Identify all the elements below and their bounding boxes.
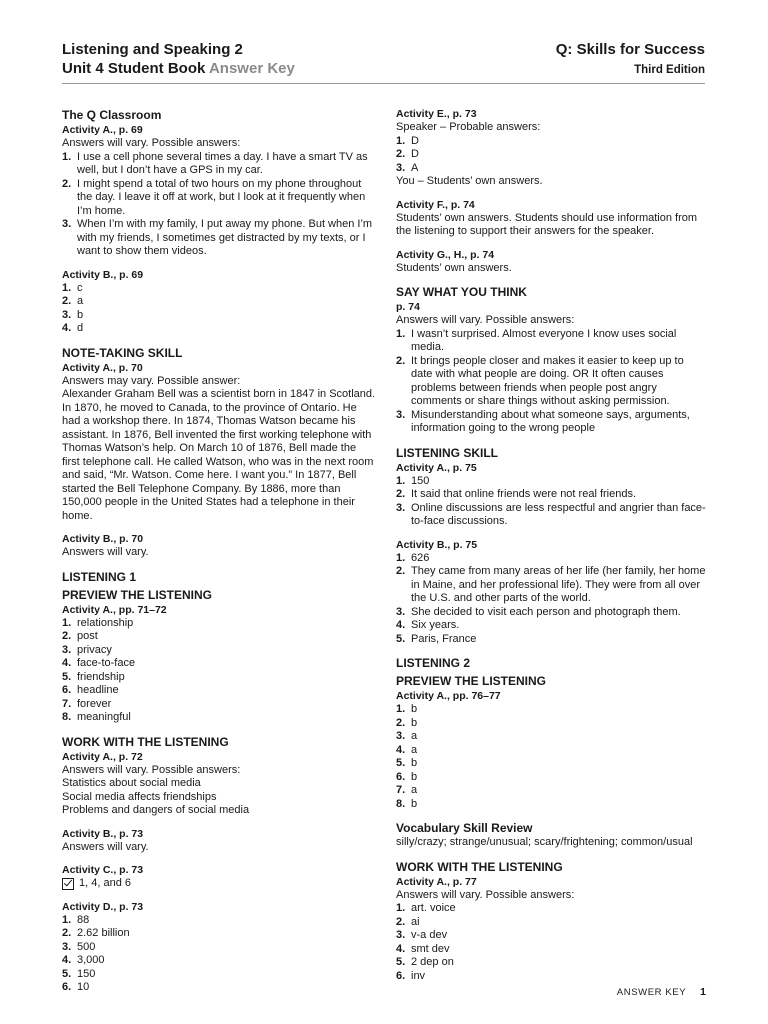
answer-block — [62, 361, 376, 524]
section — [396, 673, 706, 811]
answer-block — [62, 532, 376, 560]
answer-block — [396, 538, 706, 647]
answer-block — [396, 198, 706, 239]
answer-line: Social media affects friendships — [62, 790, 217, 803]
item-number: 3. — [62, 218, 72, 230]
answer-item — [62, 295, 376, 309]
item-text: 88 — [77, 913, 90, 926]
item-text: 500 — [77, 940, 96, 953]
item-text: art. voice — [411, 902, 456, 914]
page-footer — [540, 986, 706, 998]
activity-heading: Activity E., p. 73 — [396, 108, 477, 120]
item-text: Paris, France — [411, 632, 477, 645]
item-text: b — [77, 308, 84, 321]
answer-list — [396, 328, 706, 436]
section-heading: SAY WHAT YOU THINK — [396, 285, 527, 299]
answer-item — [62, 151, 376, 178]
item-text: relationship — [77, 616, 134, 629]
item-text: D — [411, 148, 419, 160]
answer-item — [396, 916, 706, 930]
answer-item — [62, 218, 376, 259]
answer-item — [396, 943, 706, 957]
item-text: 150 — [411, 474, 430, 487]
left-column — [62, 107, 376, 1004]
answer-item — [396, 717, 706, 731]
item-number: 2. — [396, 354, 406, 367]
item-text: d — [77, 322, 84, 334]
item-number: 2. — [62, 630, 72, 642]
item-number: 6. — [396, 969, 406, 982]
item-number: 2. — [396, 716, 406, 729]
answer-list — [62, 617, 376, 725]
activity-heading: Activity B., p. 69 — [62, 268, 144, 281]
item-text: 626 — [411, 551, 430, 564]
section — [396, 284, 706, 436]
item-number: 5. — [396, 757, 406, 769]
answer-item — [396, 565, 706, 606]
answer-item — [396, 355, 706, 409]
answer-block — [62, 603, 376, 725]
answer-line: Students’ own answers. — [396, 261, 512, 274]
answer-item — [62, 671, 376, 685]
answer-item — [62, 914, 376, 928]
item-text: She decided to visit each person and photograph them. — [411, 605, 681, 618]
item-text: forever — [77, 697, 112, 710]
item-number: 1. — [396, 474, 406, 487]
item-number: 7. — [62, 697, 72, 710]
item-text: When I’m with my family, I put away my phone. But when I’m with my friends, I sometimes get distracted by my texts, or I want to show them videos. — [77, 218, 373, 257]
answer-block — [396, 689, 706, 811]
book-label: Student Book — [107, 60, 206, 77]
item-number: 4. — [62, 657, 72, 669]
section-heading: LISTENING SKILL — [396, 445, 498, 460]
answer-item — [62, 684, 376, 698]
activity-heading: Activity C., p. 73 — [62, 864, 144, 876]
answer-line: Answers will vary. Possible answers: — [62, 763, 241, 776]
item-text: 3,000 — [77, 954, 105, 966]
activity-heading: Activity A., p. 72 — [62, 750, 143, 763]
item-text: It brings people closer and makes it easier to keep up to date with what people are doing. OR It often causes problems between friends when people post angry comments or share things without asking permission. — [411, 354, 684, 407]
item-number: 3. — [62, 308, 72, 321]
item-number: 1. — [396, 134, 406, 147]
item-number: 6. — [396, 770, 406, 783]
item-number: 2. — [62, 927, 72, 939]
section-heading: LISTENING 1 — [62, 569, 137, 584]
answer-item — [396, 552, 706, 566]
section-heading: WORK WITH THE LISTENING — [396, 859, 563, 874]
item-number: 8. — [62, 711, 72, 723]
answer-item — [62, 617, 376, 631]
answer-item — [396, 902, 706, 916]
item-number: 2. — [396, 915, 406, 928]
answer-item — [396, 970, 706, 984]
item-number: 5. — [396, 956, 406, 968]
answer-block — [396, 875, 706, 984]
answer-block — [62, 123, 376, 259]
item-text: A — [411, 161, 419, 174]
answer-item — [396, 328, 706, 355]
item-text: headline — [77, 684, 119, 696]
answer-list — [396, 552, 706, 647]
item-text: I wasn’t surprised. Almost everyone I know uses social media. — [411, 327, 677, 353]
answer-item — [396, 757, 706, 771]
answer-block — [396, 107, 706, 189]
item-text: Six years. — [411, 619, 460, 631]
answer-block — [62, 750, 376, 818]
item-text: b — [411, 703, 418, 715]
item-number: 2. — [62, 177, 72, 190]
item-text: ai — [411, 915, 420, 928]
item-text: 2.62 billion — [77, 927, 130, 939]
section-heading: NOTE-TAKING SKILL — [62, 345, 183, 360]
item-number: 5. — [62, 967, 72, 980]
answer-item — [396, 409, 706, 436]
item-number: 1. — [396, 551, 406, 564]
item-number: 5. — [62, 670, 72, 683]
answer-item — [396, 162, 706, 176]
answer-line: Answers will vary. — [62, 840, 149, 853]
answer-item — [396, 148, 706, 162]
right-column — [396, 107, 706, 992]
item-text: I use a cell phone several times a day. I have a smart TV as well, but I don’t have a GPS in my car. — [77, 150, 368, 176]
item-number: 6. — [62, 684, 72, 696]
answer-line: Problems and dangers of social media — [62, 804, 250, 816]
answer-paragraph: Alexander Graham Bell was a scientist born in 1847 in Scotland. In 1870, he moved to Canada, to the province of Ontario. He had a workshop there. In 1874, Thomas Watson became his assistant. In 1876, Bell invented the first working telephone with Thomas Watson’s help. On March 10 of 1876, Bell made the first telephone call. He called Watson, who was in the next room and said, “Mr. Watson. Come here. I want you.” In 1877, Bell started the Bell Telephone Company. By 1886, more than 150,000 people in the United States had a telephone in their home. — [62, 388, 376, 522]
item-text: I might spend a total of two hours on my phone throughout the day. I leave it off at work, but I look at it frequently when I’m home. — [77, 177, 366, 217]
activity-heading: Activity B., p. 73 — [62, 827, 144, 840]
item-text: inv — [411, 969, 426, 982]
checkmark-answer-text: 1, 4, and 6 — [79, 877, 131, 889]
answer-item — [396, 956, 706, 970]
answer-line: Answers will vary. Possible answers: — [396, 314, 575, 326]
item-text: 2 dep on — [411, 956, 454, 968]
section-heading: PREVIEW THE LISTENING — [396, 674, 547, 688]
answer-list — [396, 902, 706, 983]
item-number: 1. — [62, 616, 72, 629]
answer-item — [396, 703, 706, 717]
item-number: 3. — [62, 643, 72, 656]
answer-line: Answers may vary. Possible answer: — [62, 374, 241, 387]
item-text: b — [411, 757, 418, 769]
activity-heading: Activity B., p. 75 — [396, 538, 478, 551]
item-text: smt dev — [411, 942, 450, 955]
item-number: 2. — [396, 148, 406, 160]
answer-line: Speaker – Probable answers: — [396, 121, 541, 133]
item-number: 8. — [396, 797, 406, 810]
section-heading: LISTENING 2 — [396, 656, 471, 670]
section — [396, 820, 706, 850]
item-number: 3. — [62, 940, 72, 953]
answer-item — [396, 488, 706, 502]
section — [396, 107, 706, 275]
footer-label: ANSWER KEY — [616, 987, 687, 998]
answer-block — [396, 461, 706, 529]
checkmark-answer — [62, 877, 376, 891]
activity-heading: p. 74 — [396, 301, 420, 313]
unit-label: Unit 4 — [62, 60, 104, 77]
answer-line: Answers will vary. Possible answers: — [62, 137, 241, 149]
item-number: 3. — [396, 161, 406, 174]
item-number: 1. — [396, 327, 406, 340]
answer-line: Answers will vary. Possible answers: — [396, 888, 575, 901]
activity-heading: Activity A., pp. 71–72 — [62, 603, 167, 616]
section-heading: WORK WITH THE LISTENING — [62, 734, 229, 749]
activity-heading: Activity G., H., p. 74 — [396, 248, 495, 261]
item-number: 7. — [396, 784, 406, 796]
item-text: c — [77, 281, 83, 294]
answer-list — [62, 151, 376, 259]
item-text: b — [411, 770, 418, 783]
section — [62, 345, 376, 560]
answer-item — [396, 135, 706, 149]
answer-block — [396, 300, 706, 436]
item-number: 4. — [396, 619, 406, 631]
answer-item — [62, 630, 376, 644]
answer-item — [396, 744, 706, 758]
item-number: 1. — [62, 150, 72, 163]
answer-item — [396, 502, 706, 529]
answer-item — [62, 322, 376, 336]
section — [396, 655, 706, 671]
answer-block — [396, 248, 706, 276]
answer-item — [62, 657, 376, 671]
answer-item — [62, 711, 376, 725]
item-text: friendship — [77, 670, 125, 683]
header-right — [556, 40, 705, 81]
item-number: 2. — [62, 295, 72, 307]
answer-block — [62, 863, 376, 891]
item-number: 6. — [62, 981, 72, 993]
item-text: Misunderstanding about what someone says, arguments, information going to the wrong people — [411, 408, 690, 434]
activity-heading: Activity A., p. 70 — [62, 361, 143, 374]
section — [62, 734, 376, 995]
answer-item — [62, 954, 376, 968]
item-number: 3. — [396, 501, 406, 514]
answer-item — [396, 619, 706, 633]
answer-line: silly/crazy; strange/unusual; scary/frightening; common/usual — [396, 836, 693, 848]
section — [62, 569, 376, 585]
section — [396, 445, 706, 647]
answer-item — [62, 941, 376, 955]
item-text: b — [411, 716, 418, 729]
item-number: 3. — [396, 730, 406, 742]
item-number: 5. — [396, 632, 406, 645]
item-text: post — [77, 630, 98, 642]
answer-block — [62, 268, 376, 336]
activity-heading: Activity A., p. 77 — [396, 875, 477, 888]
answer-item — [396, 798, 706, 812]
item-number: 1. — [62, 913, 72, 926]
answer-item — [396, 771, 706, 785]
activity-heading: Activity A., pp. 76–77 — [396, 690, 501, 702]
answer-item — [396, 929, 706, 943]
answer-list — [396, 135, 706, 176]
answer-block — [62, 827, 376, 855]
answer-item — [62, 309, 376, 323]
item-text: They came from many areas of her life (her family, her home in Maine, and her professional life). They were from all over the U.S. and other parts of the world. — [411, 565, 706, 604]
section — [62, 107, 376, 336]
activity-heading: Activity F., p. 74 — [396, 198, 475, 211]
answer-item — [396, 606, 706, 620]
answer-item — [396, 784, 706, 798]
edition-label: Third Edition — [634, 64, 705, 76]
item-number: 3. — [396, 605, 406, 618]
answer-line: You – Students’ own answers. — [396, 175, 543, 187]
item-number: 2. — [396, 565, 406, 577]
answer-item — [62, 968, 376, 982]
section-heading: PREVIEW THE LISTENING — [62, 587, 213, 602]
item-number: 1. — [396, 902, 406, 914]
page-number: 1 — [700, 986, 706, 998]
activity-heading: Activity B., p. 70 — [62, 533, 144, 545]
item-text: a — [77, 295, 84, 307]
item-text: It said that online friends were not real friends. — [411, 488, 637, 500]
item-text: D — [411, 134, 419, 147]
answer-list — [62, 914, 376, 995]
item-number: 3. — [396, 929, 406, 941]
answer-line: Statistics about social media — [62, 777, 201, 789]
answer-key-label: Answer Key — [208, 60, 295, 77]
answer-item — [62, 282, 376, 296]
item-text: meaningful — [77, 711, 131, 723]
unit-subtitle — [62, 59, 295, 78]
item-text: v-a dev — [411, 929, 448, 941]
item-number: 2. — [396, 488, 406, 500]
section — [62, 587, 376, 725]
checkbox-checked-icon — [62, 878, 74, 890]
answer-item — [396, 475, 706, 489]
activity-heading: Activity A., p. 75 — [396, 461, 477, 474]
answer-item — [62, 178, 376, 219]
item-number: 1. — [396, 703, 406, 715]
item-number: 4. — [62, 954, 72, 966]
item-text: 10 — [77, 981, 90, 993]
answer-block — [62, 900, 376, 995]
activity-heading: Activity A., p. 69 — [62, 124, 143, 136]
answer-paragraph: Students’ own answers. Students should use information from the listening to support their answers for the speaker. — [396, 211, 698, 237]
section-heading: The Q Classroom — [62, 108, 162, 122]
item-text: b — [411, 797, 418, 810]
answer-list — [396, 703, 706, 811]
answer-item — [396, 633, 706, 647]
answer-item — [396, 730, 706, 744]
item-text: privacy — [77, 643, 112, 656]
activity-heading: Activity D., p. 73 — [62, 900, 144, 913]
section — [396, 859, 706, 984]
item-text: a — [411, 784, 418, 796]
item-text: a — [411, 743, 418, 756]
answer-list — [62, 282, 376, 336]
item-number: 1. — [62, 281, 72, 294]
series-brand: Q: Skills for Success — [555, 41, 705, 58]
answer-item — [62, 981, 376, 995]
item-text: face-to-face — [77, 657, 136, 669]
answer-item — [62, 644, 376, 658]
answer-list — [396, 475, 706, 529]
book-title: Listening and Speaking 2 — [62, 41, 243, 58]
item-number: 4. — [62, 322, 72, 334]
item-text: a — [411, 730, 418, 742]
section-heading: Vocabulary Skill Review — [396, 821, 533, 835]
header-left — [62, 40, 295, 78]
item-number: 4. — [396, 743, 406, 756]
answer-item — [62, 927, 376, 941]
answer-item — [62, 698, 376, 712]
item-text: Online discussions are less respectful and angrier than face-to-face discussions. — [411, 501, 706, 527]
item-number: 4. — [396, 942, 406, 955]
item-text: 150 — [77, 967, 96, 980]
answer-block — [396, 836, 706, 850]
page-header — [62, 40, 705, 84]
item-number: 3. — [396, 408, 406, 421]
answer-line: Answers will vary. — [62, 546, 149, 558]
